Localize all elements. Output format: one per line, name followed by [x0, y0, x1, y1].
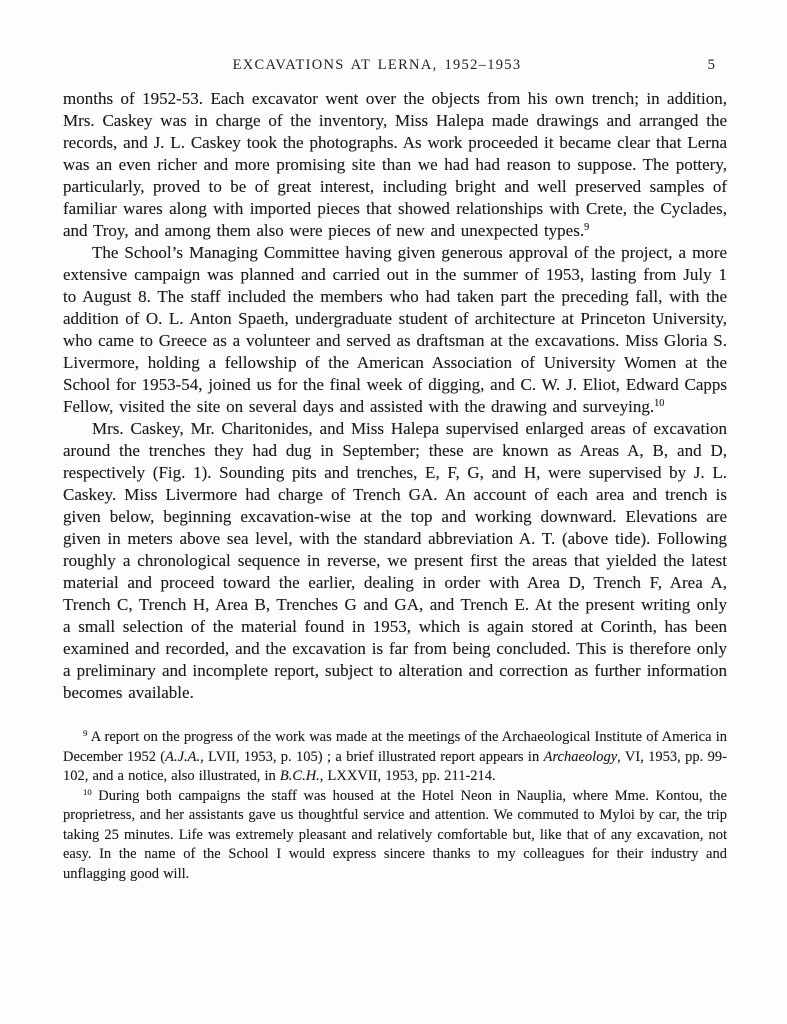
text-segment: Mrs. Caskey, Mr. Charitonides, and Miss Halepa supervised enlarged areas of excavation around the trenches they had dug in September; these are known as Areas A, B, and D, respectively (Fig. 1). Sounding pits and trenches, E, F, G, and H, were supervised by J. L. Caskey. Miss Livermore had charge of Trench GA. An account of each area and trench is given below, beginning excavation-wise at the top and working downward. Elevations are given in meters above sea level, with the standard abbreviation A. T. (above tide). Following roughly a chronological sequence in reverse, we present first the areas that yielded the latest material and proceed toward the earlier, dealing in order with Area D, Trench F, Area A, Trench C, Trench H, Area B, Trenches G and GA, and Trench E. At the present writing only a small selection of the material found in 1953, which is again stored at Corinth, has been examined and recorded, and the excavation is far from being concluded. This is therefore only a preliminary and incomplete report, subject to alteration and correction as further information becomes available. [63, 419, 727, 702]
body-paragraph [63, 242, 727, 418]
footnote [63, 728, 727, 787]
text-segment: , LXXVII, 1953, pp. 211-214. [319, 768, 496, 784]
text-segment: The School’s Managing Committee having given generous approval of the project, a more extensive campaign was planned and carried out in the summer of 1953, lasting from July 1 to August 8. The staff included the members who had taken part the preceding fall, with the addition of O. L. Anton Spaeth, undergraduate student of architecture at Princeton University, who came to Greece as a volunteer and served as draftsman at the excavations. Miss Gloria S. Livermore, holding a fellowship of the American Association of University Women at the School for 1953-54, joined us for the final week of digging, and C. W. J. Eliot, Edward Capps Fellow, visited the site on several days and assisted with the drawing and surveying. [63, 243, 727, 416]
running-head-title: EXCAVATIONS AT LERNA, 1952–1953 [232, 57, 522, 73]
page-column [63, 57, 727, 884]
italic-text: B.C.H. [279, 768, 320, 784]
footnote-marker: 9 [83, 728, 88, 739]
text-segment: During both campaigns the staff was housed at the Hotel Neon in Nauplia, where Mme. Kontou, the proprietress, and her assistants gave us thoughtful service and attention. We commuted to Myloi by car, the trip taking 25 minutes. Life was extremely pleasant and relatively comfortable but, like that of any excavation, not easy. In the name of the School I would express sincere thanks to my colleagues for their industry and unflagging good will. [63, 787, 727, 882]
italic-text: A.J.A. [165, 748, 201, 765]
footnote-marker: 9 [584, 222, 590, 234]
page-number: 5 [707, 57, 715, 73]
text-segment: A report on the progress of the work was made at the meetings of the Archaeological Institute of America in December 1952 ( [63, 729, 727, 765]
footnote-marker: 10 [83, 786, 92, 797]
footnote [63, 787, 727, 885]
body-paragraph [63, 88, 727, 242]
running-head [63, 57, 727, 78]
text-segment: , LVII, 1953, p. 105) ; a brief illustrated report appears in [200, 748, 544, 765]
footnote-marker: 10 [654, 398, 665, 410]
text-segment: months of 1952-53. Each excavator went over the objects from his own trench; in addition, Mrs. Caskey was in charge of the inventory, Miss Halepa made drawings and arranged the records, and J. L. Caskey took the photographs. As work proceeded it became clear that Lerna was an even richer and more promising site than we had had reason to suppose. The pottery, particularly, proved to be of great interest, including bright and well preserved samples of familiar wares along with imported pieces that showed relationships with Crete, the Cyclades, and Troy, and among them also were pieces of new and unexpected types. [63, 89, 727, 240]
body-paragraph [63, 418, 727, 704]
footnotes-section [63, 728, 727, 884]
italic-text: Archaeology [543, 748, 618, 765]
text-segment: , VI, 1953, pp. 99-102, and a notice, also illustrated, in [63, 748, 727, 784]
article-body [63, 88, 727, 704]
